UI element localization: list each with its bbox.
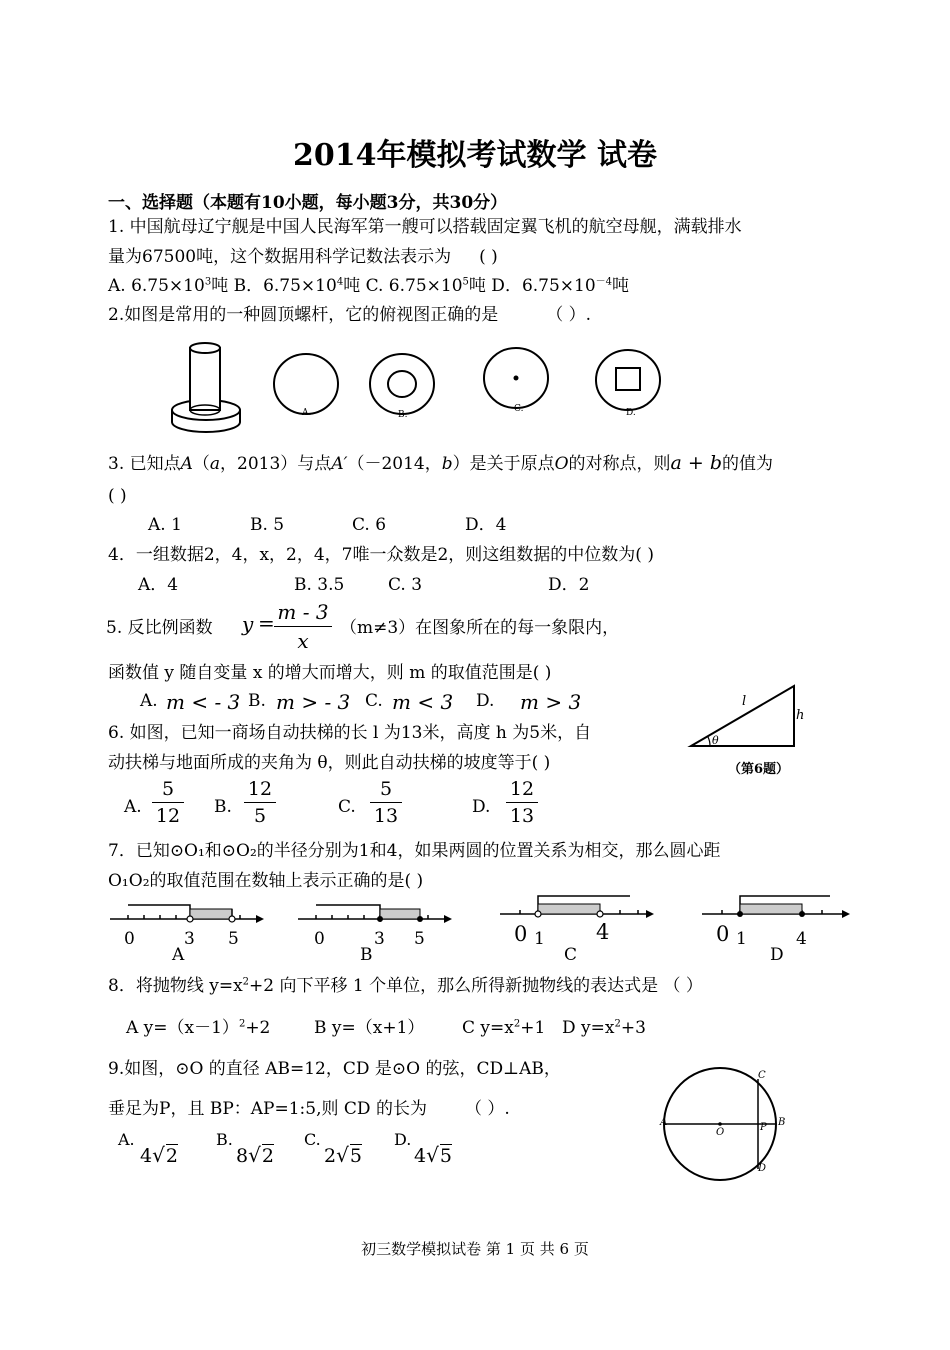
q5-option-c-label: C. <box>365 691 383 711</box>
q2-label-a: A. <box>302 408 312 418</box>
q8-option-a-sup: 2 <box>238 1018 246 1030</box>
q5-y: y <box>242 612 254 636</box>
q9-option-c-rad: 5 <box>349 1145 362 1167</box>
q9-option-d-value: 4√5 <box>414 1143 452 1167</box>
q6-triangle-figure <box>688 682 808 752</box>
q2-label-d: D. <box>626 408 636 418</box>
q3-option-a: A. 1 <box>148 515 182 535</box>
q8-text-a: 8．将抛物线 y=x <box>108 976 243 996</box>
q5-option-d-label: D. <box>476 691 495 711</box>
q8-option-c-tail: +1 <box>520 1018 546 1038</box>
q6-option-b-den: 5 <box>253 805 267 827</box>
q7-b-tick-0: 0 <box>314 929 325 949</box>
q7-c-tick-1: 1 <box>534 929 545 949</box>
q6-option-c-num: 5 <box>370 778 402 803</box>
q5-fraction <box>274 600 332 653</box>
q9-option-c-value: 2√5 <box>324 1143 362 1167</box>
q9-fig-c: C <box>758 1070 766 1081</box>
q7-line2: O₁O₂的取值范围在数轴上表示正确的是( ) <box>108 871 424 891</box>
q6-option-a-frac <box>152 778 184 827</box>
q9-option-a-value: 4√2 <box>140 1143 178 1167</box>
q7-d-label: D <box>770 945 784 965</box>
q3-var-b: b <box>441 454 453 474</box>
q3-text-a: 3. 已知点 <box>108 454 181 474</box>
q3-text-b: （ <box>192 454 210 474</box>
q5-option-a-label: A. <box>140 691 158 711</box>
q3-point-aprime: A′ <box>331 454 348 474</box>
q8-option-a-tail: +2 <box>245 1018 271 1038</box>
q9-fig-d: D <box>758 1163 767 1174</box>
q2-paren: （ ）. <box>546 305 592 325</box>
q9-line2 <box>108 1098 510 1120</box>
q5-option-c-expr: m < 3 <box>392 690 454 714</box>
q6-option-d-den: 13 <box>509 805 535 827</box>
q9-option-b-value: 8√2 <box>236 1143 274 1167</box>
q8-option-d-tail: +3 <box>620 1018 646 1038</box>
q1-option-c: 吨 C. 6.75×10 <box>343 276 463 296</box>
q6-fig-theta: θ <box>712 734 719 747</box>
q9-fig-p: P <box>760 1122 767 1133</box>
q6-caption: （第6题） <box>728 762 790 777</box>
q7-d-tick-1: 1 <box>736 929 747 949</box>
q1-line2-text: 量为67500吨，这个数据用科学记数法表示为 <box>108 247 452 267</box>
q7-b-tick-5: 5 <box>414 929 425 949</box>
q5-option-b-label: B. <box>248 691 266 711</box>
q5-option-b-expr: m > - 3 <box>276 690 351 714</box>
q3-var-a: a <box>209 454 221 474</box>
q8-option-a-text: A y=（x－1） <box>126 1018 239 1038</box>
q7-a-tick-3: 3 <box>184 929 195 949</box>
q9-option-c-coef: 2 <box>324 1145 337 1167</box>
q9-circle-figure <box>660 1064 790 1184</box>
q7-numberline-b <box>296 895 456 929</box>
q3-text-g: 的值为 <box>722 454 774 474</box>
q5-option-d-expr: m > 3 <box>520 690 582 714</box>
q5-denominator: x <box>297 629 309 653</box>
q6-line1: 6. 如图，已知一商场自动扶梯的长 l 为13米，高度 h 为5米，自 <box>108 723 592 743</box>
q1-unit-d: 吨 <box>612 276 630 296</box>
q2-line <box>108 304 591 326</box>
q4-option-b: B. 3.5 <box>294 575 345 595</box>
q9-line2-text: 垂足为P，且 BP：AP=1:5,则 CD 的长为 <box>108 1099 427 1119</box>
q6-option-d-frac <box>506 778 538 827</box>
q6-line2: 动扶梯与地面所成的夹角为 θ，则此自动扶梯的坡度等于( ) <box>108 753 551 773</box>
q8-option-c <box>462 1017 545 1039</box>
q5-lead: 5. 反比例函数 <box>106 618 213 638</box>
q7-b-label: B <box>360 945 373 965</box>
q9-option-b-label: B. <box>216 1130 233 1149</box>
q9-option-b-rad: 2 <box>261 1145 274 1167</box>
q2-label-b: B. <box>398 410 408 420</box>
q6-option-b-num: 12 <box>244 778 276 803</box>
q5-line2: 函数值 y 随自变量 x 的增大而增大，则 m 的取值范围是( ) <box>108 663 552 683</box>
q6-option-d-label: D. <box>472 797 491 817</box>
page-title: 2014年模拟考试数学 试卷 <box>293 138 657 173</box>
q2-text: 2.如图是常用的一种圆顶螺杆，它的俯视图正确的是 <box>108 305 499 325</box>
q9-line1: 9.如图，⊙O 的直径 AB=12，CD 是⊙O 的弦，CD⊥AB， <box>108 1059 561 1079</box>
q3-option-d: D．4 <box>465 515 507 535</box>
q7-a-tick-5: 5 <box>228 929 239 949</box>
q8-option-d-sup: 2 <box>614 1018 621 1030</box>
q1-option-d: 吨 D．6.75×10 <box>468 276 596 296</box>
q4-option-a: A．4 <box>138 575 179 595</box>
q1-line2 <box>108 246 498 268</box>
q3-option-c: C. 6 <box>352 515 387 535</box>
q9-option-b-coef: 8 <box>236 1145 249 1167</box>
q8-text-b: +2 向下平移 1 个单位，那么所得新抛物线的表达式是 （ ） <box>249 976 703 996</box>
q3-point-a: A <box>180 454 193 474</box>
q5-numerator: m - 3 <box>274 600 332 627</box>
q7-numberline-c <box>498 890 658 924</box>
q7-line1: 7．已知⊙O₁和⊙O₂的半径分别为1和4，如果两圆的位置关系为相交，那么圆心距 <box>108 841 721 861</box>
q3-option-b: B. 5 <box>250 515 285 535</box>
q7-a-label: A <box>172 945 185 965</box>
q9-option-a-rad: 2 <box>165 1145 178 1167</box>
q1-exp-a: 3 <box>204 276 212 288</box>
q8-option-d <box>562 1017 646 1039</box>
q7-a-tick-0: 0 <box>124 929 135 949</box>
q9-option-d-coef: 4 <box>414 1145 427 1167</box>
q8-option-d-text: D y=x <box>562 1018 615 1038</box>
q5-condition: （m≠3）在图象所在的每一象限内， <box>340 618 620 638</box>
q3-text-c: ，2013）与点 <box>220 454 332 474</box>
q3-paren: ( ) <box>108 486 127 506</box>
q4-option-c: C. 3 <box>388 575 423 595</box>
page-footer: 初三数学模拟试卷 第 1 页 共 6 页 <box>361 1240 589 1258</box>
q6-option-c-frac <box>370 778 402 827</box>
q2-bolt-figure <box>168 340 248 440</box>
q8-option-a <box>126 1017 270 1039</box>
q1-option-a: A. 6.75×10 <box>108 276 205 296</box>
q3-text-d: （－2014， <box>347 454 442 474</box>
q6-option-c-den: 13 <box>373 805 399 827</box>
q1-option-b: 吨 B．6.75×10 <box>211 276 337 296</box>
q6-fig-l: l <box>742 694 747 709</box>
q1-paren: ( ) <box>479 247 498 267</box>
q7-c-label: C <box>564 945 578 965</box>
q9-option-a-label: A. <box>118 1130 135 1149</box>
q4-option-d: D．2 <box>548 575 590 595</box>
q3-text-e: ）是关于原点 <box>452 454 555 474</box>
q1-options <box>108 275 629 297</box>
q9-fig-o: O <box>716 1127 725 1138</box>
q7-d-tick-4: 4 <box>796 929 807 949</box>
q6-option-a-num: 5 <box>152 778 184 803</box>
q1-exp-c: 5 <box>462 276 469 288</box>
q3-origin: O <box>554 454 569 474</box>
q9-fig-b: B <box>778 1117 786 1128</box>
q1-exp-b: 4 <box>336 276 344 288</box>
q1-exp-d: －4 <box>595 276 613 288</box>
q9-fig-a: A <box>660 1117 668 1128</box>
q1-line1: 1. 中国航母辽宁舰是中国人民海军第一艘可以搭载固定翼飞机的航空母舰，满载排水 <box>108 217 742 237</box>
q8-option-b: B y=（x+1） <box>314 1018 425 1038</box>
q9-option-a-coef: 4 <box>140 1145 153 1167</box>
q5-equals: = <box>258 611 275 635</box>
q2-label-c: C. <box>514 404 524 414</box>
q3-line1 <box>108 452 773 475</box>
q8-line <box>108 975 703 997</box>
q4-text: 4．一组数据2，4，x，2，4，7唯一众数是2，则这组数据的中位数为( ) <box>108 545 654 565</box>
q8-option-c-text: C y=x <box>462 1018 514 1038</box>
section-heading: 一、选择题（本题有10小题，每小题3分，共30分） <box>108 193 508 213</box>
q5-option-a-expr: m < - 3 <box>166 690 241 714</box>
q6-option-b-frac <box>244 778 276 827</box>
q9-option-d-label: D. <box>394 1130 412 1149</box>
q6-option-b-label: B. <box>214 797 232 817</box>
q8-sup: 2 <box>242 976 250 988</box>
q6-option-a-den: 12 <box>155 805 181 827</box>
q7-numberline-a <box>108 895 268 929</box>
q7-c-tick-0: 0 <box>514 922 528 946</box>
q3-expression: a + b <box>670 452 723 474</box>
q8-option-c-sup: 2 <box>513 1018 521 1030</box>
q7-d-tick-0: 0 <box>716 922 730 946</box>
q7-numberline-d <box>700 890 860 924</box>
q3-text-f: 的对称点，则 <box>568 454 671 474</box>
q9-option-c-label: C. <box>304 1130 321 1149</box>
q7-c-tick-4: 4 <box>596 920 610 944</box>
q9-paren: （ ）. <box>464 1099 510 1119</box>
q9-option-d-rad: 5 <box>439 1145 452 1167</box>
q6-option-a-label: A. <box>124 797 142 817</box>
q6-option-c-label: C. <box>338 797 356 817</box>
q6-option-d-num: 12 <box>506 778 538 803</box>
q7-b-tick-3: 3 <box>374 929 385 949</box>
q6-fig-h: h <box>796 708 805 723</box>
